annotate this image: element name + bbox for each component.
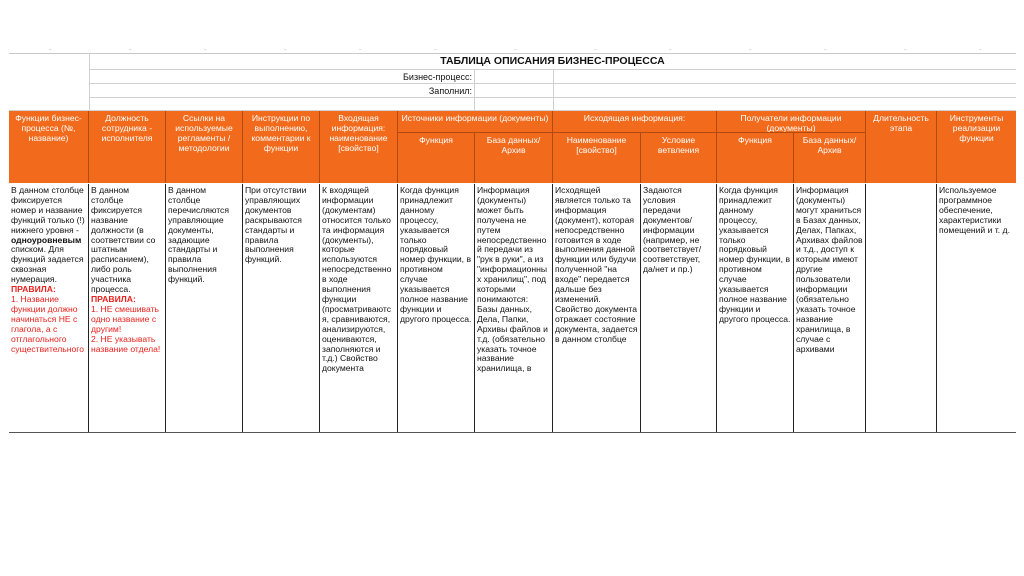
header-position: Должность сотрудника - исполнителя — [89, 111, 166, 183]
header-duration: Длительность этапа — [866, 111, 937, 183]
cell-position — [89, 184, 166, 432]
filled-label: Заполнил: — [428, 86, 472, 96]
header-source-function: Функция — [398, 133, 475, 183]
cell-functions-text-2: списком. Для функций задается сквозная нумерация. — [11, 244, 84, 285]
cell-source-function: Когда функция принадлежит данному процессу, указывается только порядковый номер функции, в противном случае указывается полное название функции и другого процесса. — [398, 184, 475, 432]
grid-line — [474, 69, 475, 111]
cell-functions-bold: одноуровневым — [11, 234, 82, 245]
cell-functions-text: В данном столбце фиксируется номер и название функций только (!) нижнего уровня - — [11, 185, 85, 235]
cell-branch-condition: Задаются условия передачи документов/информации (например, не соответствует/соответствует, да/нет и пр.) — [641, 184, 717, 432]
process-label: Бизнес-процесс: — [403, 72, 472, 82]
cell-position-text: В данном столбце фиксируется название должности (в соответствии со штатным расписанием), либо роль участника процесса. — [91, 185, 156, 295]
header-recipient-function: Функция — [717, 133, 794, 183]
cell-regulations: В данном столбце перечисляются управляющие документы, задающие стандарты и правила выполнения функций. — [166, 184, 243, 432]
header-group-sources: Источники информации (документы) — [398, 111, 553, 133]
column-header-strip: – – – – – – – – – – – – – — [9, 47, 1016, 54]
cell-position-rule-2: 2. НЕ указывать название отдела! — [91, 333, 161, 354]
cell-position-rules-title: ПРАВИЛА: — [91, 293, 136, 304]
cell-functions — [9, 184, 89, 432]
cell-functions-rules-title: ПРАВИЛА: — [11, 284, 56, 295]
cell-incoming-info: К входящей информации (документам) относится только та информация (документы), которые используются непосредственно в ходе выполнения функции (просматриваются, сравниваются, анализируются, оцениваются, заполняются и т.д.) Свойство документа — [320, 184, 398, 432]
header-regulations: Ссылки на используемые регламенты / методологии — [166, 111, 243, 183]
cell-outgoing-name: Исходящей является только та информация (документ), которая непосредственно готовится в ходе выполнения данной функции или будучи полученной "на входе" передается дальше без изменений. Свойство документа отражает состояние документа, задается в данном столбце — [553, 184, 641, 432]
header-incoming-info: Входящая информация: наименование [свойство] — [320, 111, 398, 183]
cell-tools: Используемое программное обеспечение, характеристики помещений и т. д. — [939, 185, 1010, 235]
grid-line — [89, 53, 90, 111]
cell-duration — [866, 184, 937, 432]
cell-recipient-function: Когда функция принадлежит данному процессу, указывается только порядковый номер функции, в противном случае указывается полное название функции и другого процесса. — [717, 184, 794, 432]
cell-recipient-database: Информация (документы) могут храниться в Базах данных, Делах, Папках, Архивах файлов и т.д., доступ к которым имеют другие пользователи информации (обязательно указать точное название хранилища, в случае с архивами — [794, 184, 866, 432]
cell-source-database: Информация (документы) может быть получена не путем непосредственной передачи из "рук в руки", а из "информационных хранилищ", под которыми понимаются: Базы данных, Дела, Папки, Архивы файлов и т.д. (обязательно указать точное название хранилища, в — [475, 184, 553, 432]
header-branch-condition: Условие ветвления — [641, 133, 717, 183]
header-tools: Инструменты реализации функции — [937, 111, 1016, 183]
grid-line — [553, 69, 554, 111]
header-functions: Функции бизнес-процесса (№, название) — [9, 111, 89, 183]
header-group-outgoing: Исходящая информация: — [553, 111, 717, 133]
header-source-database: База данных/ Архив — [475, 133, 553, 183]
table-bottom-border — [9, 432, 1016, 433]
header-group-recipients: Получатели информации (документы) — [717, 111, 866, 133]
cell-functions-rule-1: 1. Название функции должно начинаться НЕ с глагола, а с отглагольного существительного — [11, 293, 85, 354]
cell-position-rule-1: 1. НЕ смешивать одно название с другим! — [91, 303, 160, 334]
header-outgoing-name: Наименование [свойство] — [553, 133, 641, 183]
header-recipient-database: База данных/ Архив — [794, 133, 866, 183]
cell-instructions: При отсутствии управляющих документов раскрываются стандарты и правила выполнения функций. — [243, 184, 320, 432]
header-instructions: Инструкции по выполнению, комментарии к функции — [243, 111, 320, 183]
page-title: ТАБЛИЦА ОПИСАНИЯ БИЗНЕС-ПРОЦЕССА — [89, 53, 1016, 70]
